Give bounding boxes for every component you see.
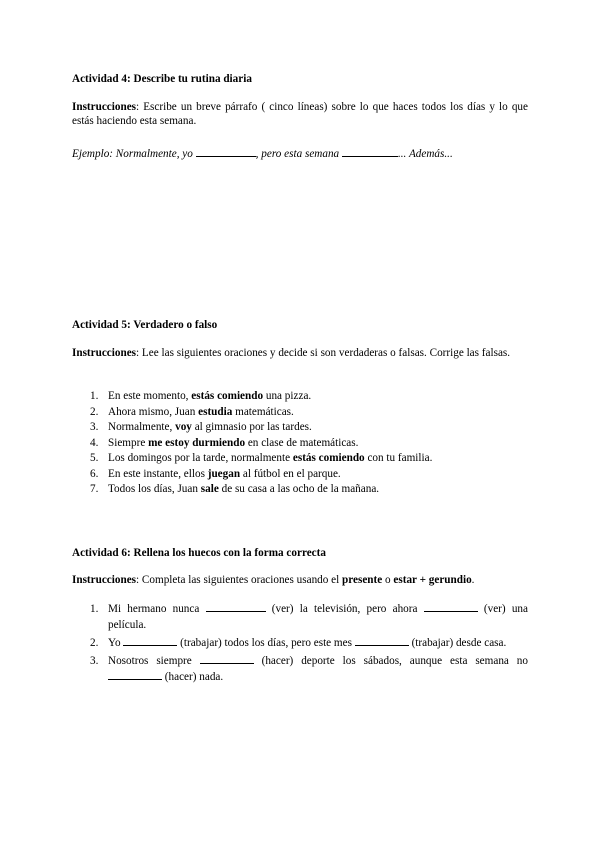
list-item: 3. Nosotros siempre (hacer) deporte los sábados, aunque esta semana no (hacer) nada. bbox=[90, 655, 528, 683]
blank-line bbox=[123, 635, 177, 646]
activity-4-instructions bbox=[72, 100, 528, 128]
list-item: 3. Normalmente, voy al gimnasio por las tardes. bbox=[90, 421, 312, 433]
blank-line bbox=[206, 601, 266, 612]
activity-6-title: Actividad 6: Rellena los huecos con la forma correcta bbox=[72, 547, 326, 559]
activity-4-title: Actividad 4: Describe tu rutina diaria bbox=[72, 73, 252, 85]
blank-line bbox=[355, 635, 409, 646]
blank-line bbox=[108, 669, 162, 680]
blank-line bbox=[200, 653, 254, 664]
activity-6-instructions: Instrucciones: Completa las siguientes oraciones usando el presente o estar + gerundio. bbox=[72, 574, 475, 586]
instructions-label: Instrucciones bbox=[72, 347, 137, 359]
list-item: 6. En este instante, ellos juegan al fútbol en el parque. bbox=[90, 467, 341, 480]
list-item: 1. En este momento, estás comiendo una pizza. bbox=[90, 390, 312, 402]
instructions-text: : Lee las siguientes oraciones y decide si son verdaderas o falsas. Corrige las falsas. bbox=[136, 347, 511, 359]
activity-4-example bbox=[72, 146, 453, 161]
example-part-a: Ejemplo: Normalmente, yo bbox=[72, 148, 193, 160]
instructions-text: : Escribe un breve párrafo ( cinco líneas) sobre lo que haces todos los días y lo que estás haciendo esta semana. bbox=[72, 101, 528, 127]
list-item: 2. Yo (trabajar) todos los días, pero este mes (trabajar) desde casa. bbox=[90, 637, 507, 649]
fill-in-list bbox=[72, 601, 528, 687]
blank-line bbox=[196, 146, 256, 157]
instructions-label: Instrucciones bbox=[72, 574, 137, 586]
true-false-list bbox=[72, 389, 528, 498]
blank-line bbox=[424, 601, 478, 612]
list-item: 2. Ahora mismo, Juan estudia matemáticas. bbox=[90, 405, 294, 418]
example-part-b: , pero esta semana bbox=[255, 148, 340, 160]
instructions-label: Instrucciones bbox=[72, 101, 137, 113]
list-item: 5. Los domingos por la tarde, normalmente estás comiendo con tu familia. bbox=[90, 452, 433, 464]
example-part-c: ... Además... bbox=[397, 148, 453, 160]
activity-5-instructions bbox=[72, 346, 528, 360]
list-item: 7. Todos los días, Juan sale de su casa a las ocho de la mañana. bbox=[90, 483, 380, 495]
blank-line bbox=[342, 146, 398, 157]
activity-5-title: Actividad 5: Verdadero o falso bbox=[72, 319, 218, 331]
list-item: 4. Siempre me estoy durmiendo en clase de matemáticas. bbox=[90, 436, 359, 449]
list-item: 1. Mi hermano nunca (ver) la televisión, pero ahora (ver) una película. bbox=[90, 603, 528, 631]
